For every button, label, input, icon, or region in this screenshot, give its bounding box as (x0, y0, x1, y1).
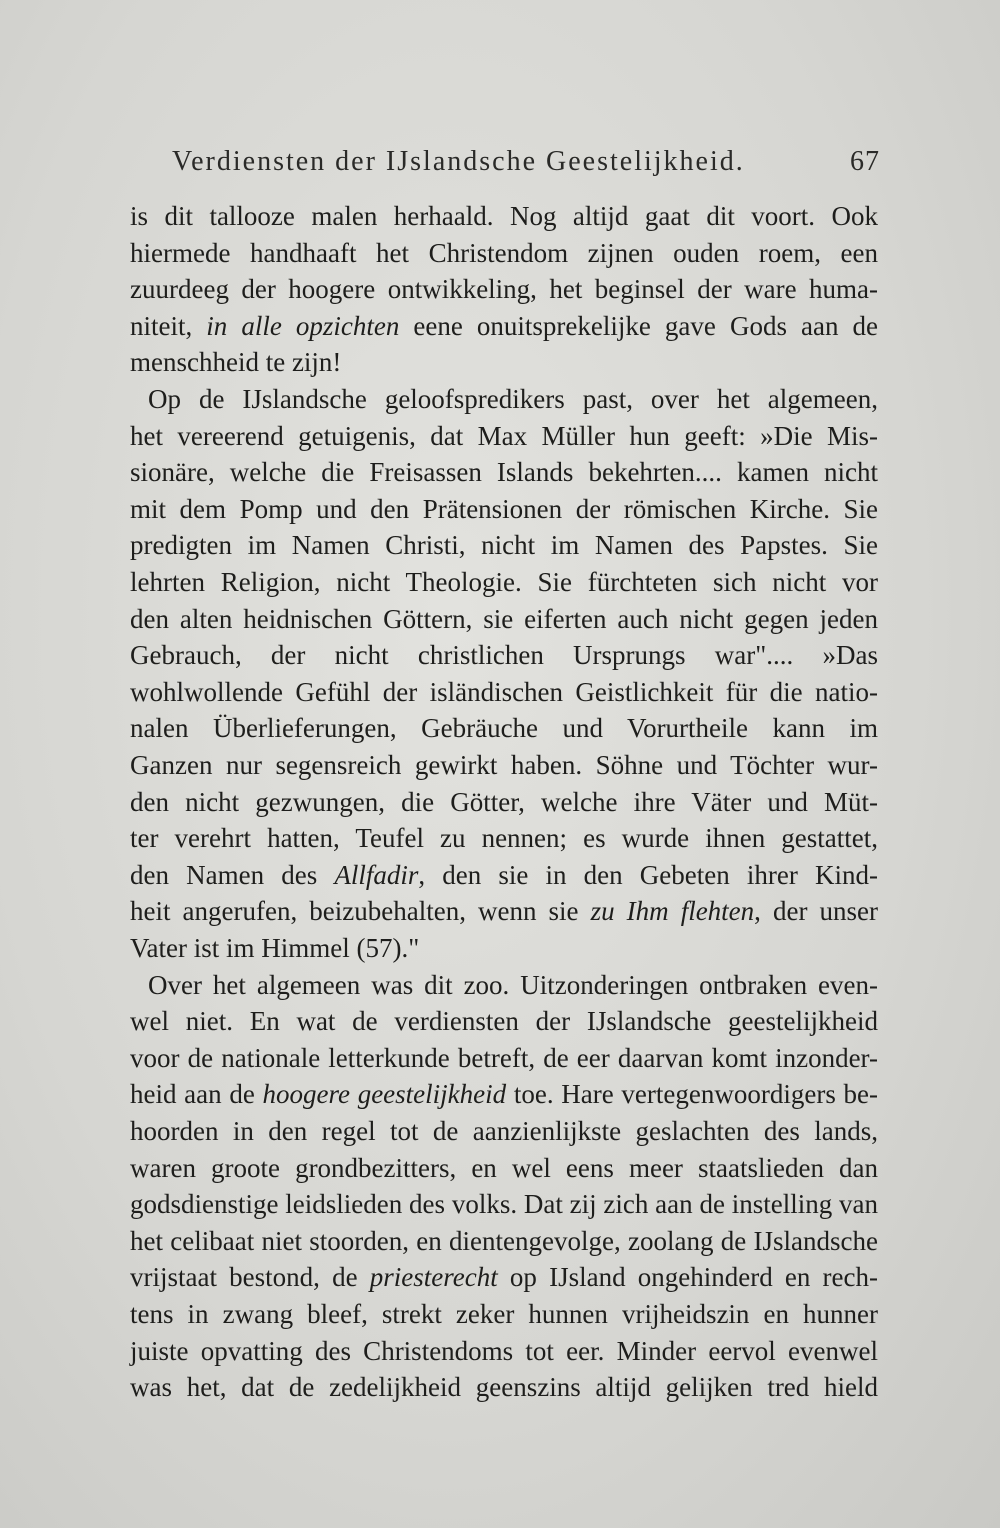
text-line (130, 820, 878, 856)
text-line (148, 967, 878, 1003)
text-span: Gebrauch, der nicht christlichen Ursprungs war".... »Das (130, 640, 878, 671)
text-span: , den sie in den Gebeten ihrer Kind- (418, 859, 878, 890)
text-span: Over het algemeen was dit zoo. Uitzonderingen ontbraken even- (148, 969, 878, 1000)
text-span: mit dem Pomp und den Prätensionen der römischen Kirche. Sie (130, 493, 878, 524)
text-line (130, 1040, 878, 1076)
text-line (130, 710, 878, 746)
running-title: Verdiensten der IJslandsche Geestelijkheid. (172, 146, 745, 177)
text-line (130, 1259, 878, 1295)
text-span: juiste opvatting des Christendoms tot eer. Minder eervol evenwel (130, 1335, 878, 1366)
text-line (148, 381, 878, 417)
text-line (130, 1150, 878, 1186)
text-span: heid aan de (130, 1079, 263, 1110)
text-span: niteit, (130, 310, 207, 341)
text-span: den alten heidnischen Göttern, sie eiferten auch nicht gegen jeden (130, 603, 878, 634)
text-span: was het, dat de zedelijkheid geenszins altijd gelijken tred hield (130, 1372, 878, 1403)
text-span: het celibaat niet stoorden, en dientengevolge, zoolang de IJslandsche (130, 1225, 878, 1256)
text-span: Ganzen nur segensreich gewirkt haben. Söhne und Töchter wur- (130, 750, 878, 780)
text-span: waren groote grondbezitters, en wel eens meer staatslieden dan (130, 1152, 878, 1183)
italic-phrase: zu Ihm flehten (590, 896, 755, 927)
text-line (130, 564, 878, 600)
text-span: hiermede handhaaft het Christendom zijnen ouden roem, een (130, 237, 878, 268)
text-line (130, 1186, 878, 1222)
italic-phrase: in alle opzichten (206, 310, 400, 341)
text-span: hoorden in den regel tot de aanzienlijkste geslachten des lands, (130, 1116, 878, 1146)
text-span: toe. Hare vertegenwoordigers be- (506, 1079, 878, 1110)
text-span: ter verehrt hatten, Teufel zu nennen; es wurde ihnen gestattet, (130, 823, 878, 854)
text-span: Vater ist im Himmel (57)." (130, 933, 420, 963)
text-line (130, 1113, 878, 1149)
text-span: op IJsland ongehinderd en rech- (497, 1262, 879, 1293)
text-line (130, 491, 878, 527)
text-span: , der unser (754, 896, 878, 927)
text-span: heit angerufen, beizubehalten, wenn sie (130, 896, 591, 927)
text-line (130, 1076, 878, 1112)
text-span: sionäre, welche die Freisassen Islands bekehrten.... kamen nicht (130, 457, 878, 488)
text-line (130, 893, 878, 929)
text-line (130, 1003, 878, 1039)
text-span: eene onuitsprekelijke gave Gods aan de (399, 310, 879, 341)
page-number: 67 (850, 146, 880, 177)
text-span: Op de IJslandsche geloofspredikers past, over het algemeen, (148, 384, 878, 414)
text-span: lehrten Religion, nicht Theologie. Sie fürchteten sich nicht vor (130, 567, 878, 597)
text-line (130, 674, 878, 710)
text-line (130, 1369, 878, 1405)
text-span: wel niet. En wat de verdiensten der IJslandsche geestelijkheid (130, 1006, 878, 1037)
text-span: is dit tallooze malen herhaald. Nog altijd gaat dit voort. Ook (130, 201, 878, 231)
text-span: den nicht gezwungen, die Götter, welche ihre Väter und Müt- (130, 786, 878, 817)
text-line (130, 454, 878, 490)
text-line (130, 601, 878, 637)
text-span: tens in zwang bleef, strekt zeker hunnen vrijheidszin en hunner (130, 1299, 878, 1329)
text-line (130, 1333, 878, 1369)
text-line (130, 235, 878, 271)
text-line (130, 271, 878, 307)
italic-phrase: priesterecht (369, 1262, 498, 1293)
text-span: wohlwollende Gefühl der isländischen Geistlichkeit für die natio- (130, 676, 878, 707)
italic-phrase: hoogere geestelijkheid (262, 1079, 507, 1110)
text-span: het vereerend getuigenis, dat Max Müller hun geeft: »Die Mis- (130, 420, 878, 451)
text-line (130, 857, 878, 893)
text-line (130, 418, 878, 454)
text-line (130, 1296, 878, 1332)
text-span: godsdienstige leidslieden des volks. Dat zij zich aan de instelling van (130, 1189, 878, 1220)
text-line (130, 930, 878, 966)
text-span: vrijstaat bestond, de (130, 1262, 370, 1293)
text-span: den Namen des (130, 859, 335, 890)
text-span: nalen Überlieferungen, Gebräuche und Vorurtheile kann im (130, 713, 878, 744)
text-line (130, 527, 878, 563)
text-span: predigten im Namen Christi, nicht im Namen des Papstes. Sie (130, 530, 878, 561)
text-line (130, 747, 878, 783)
text-line (130, 1223, 878, 1259)
text-line (130, 198, 878, 234)
page-header (172, 146, 880, 178)
text-line (130, 637, 878, 673)
text-span: voor de nationale letterkunde betreft, de eer daarvan komt inzonder- (130, 1042, 878, 1073)
text-line (130, 784, 878, 820)
text-span: menschheid te zijn! (130, 347, 342, 378)
text-line (130, 344, 878, 380)
italic-phrase: Allfadir (334, 859, 419, 890)
text-span: zuurdeeg der hoogere ontwikkeling, het beginsel der ware huma- (130, 274, 878, 305)
text-line (130, 308, 878, 344)
